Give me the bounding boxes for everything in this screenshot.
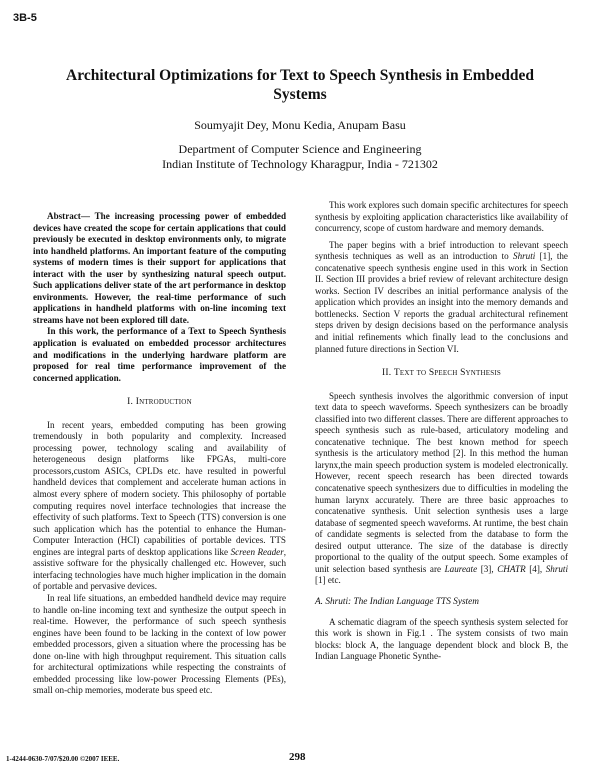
- text-run: , assistive software for the physically challenged etc. However, such interfacing technologies have much higher implication in the domain of portable and pervasive devices.: [33, 546, 287, 592]
- italic-term: Shruti: [513, 251, 536, 262]
- citation: [3],: [477, 563, 498, 574]
- subsection-heading-shruti: A. Shruti: The Indian Language TTS System: [315, 596, 479, 607]
- italic-term: Screen Reader: [230, 546, 284, 557]
- italic-term: Shruti: [545, 563, 568, 574]
- section-number: II.: [381, 368, 392, 379]
- tts-paragraph-2: A schematic diagram of the speech synthesis system selected for this work is shown in Fig.1 . The system consists of two main blocks: block A, the language dependent block and block B, the Indian Language Phonetic Synthe-: [315, 616, 568, 662]
- tts-paragraph-1: [315, 391, 568, 587]
- italic-term: Laureate: [444, 563, 478, 574]
- italic-term: CHATR: [497, 563, 526, 574]
- section-title: Text to Speech Synthesis: [393, 368, 501, 379]
- text-run: [1], the concatenative speech synthesis engine used in this work in Section II. Section III provides a brief review of relevant architecture design works. Section IV describes an initial performance analysis of the application which provides an insight into the memory demands and bottlenecks. Section V reports the gradual architectural refinement steps driven by design decisions based on the performance analysis and initial refinements which finally lead to the conclusions and planned future directions in Section VI.: [315, 251, 568, 354]
- authors: Soumyajit Dey, Monu Kedia, Anupam Basu: [194, 118, 406, 132]
- session-tag: 3B-5: [13, 12, 37, 24]
- left-column: [33, 211, 286, 697]
- citation: [1] etc.: [315, 575, 341, 586]
- section-title: Introduction: [135, 397, 192, 408]
- abstract-paragraph-2: In this work, the performance of a Text to Speech Synthesis application is evaluated on embedded processor architectures and modifications in the underlying hardware platform are proposed for real time performance improvement of the concerned application.: [33, 326, 286, 383]
- intro-paragraph-3: This work explores such domain specific architectures for speech synthesis by exploiting application characteristics like availability of concurrency, scope of custom hardware and memory demands.: [315, 200, 568, 234]
- section-heading-introduction: [33, 397, 286, 409]
- abstract: [33, 211, 286, 384]
- page-number: 298: [289, 751, 306, 763]
- right-column: [315, 200, 568, 663]
- paper-title: Architectural Optimizations for Text to Speech Synthesis in Embedded Systems: [66, 67, 534, 103]
- abstract-paragraph-1: Abstract— The increasing processing power of embedded devices have created the scope for certain applications that could previously be executed in desktop environments only, to migrate into handheld platforms. An important feature of the computing systems of modern times is their support for applications that interact with the user by synthesizing natural speech output. Such applications deliver state of the art performance in desktop environments. However, the real-time performance of such applications in handheld platforms with on-line incoming text streams have not been explored till date.: [33, 211, 286, 325]
- section-heading-tts: [315, 368, 568, 380]
- copyright-line: 1-4244-0630-7/07/$20.00 ©2007 IEEE.: [6, 755, 120, 763]
- intro-paragraph-2: In real life situations, an embedded handheld device may require to handle on-line incoming text and synthesize the output speech in real-time. However, the performance of such speech synthesis engines have been found to be lacking in the context of low power embedded processors, given a situation where the processing has be done on-line with high throughput requirement. This situation calls for architectural optimizations while respecting the constraints of embedded processing like low-power Processing Elements (PEs), small on-chip memories, moderate bus speed etc.: [33, 592, 286, 696]
- institute: Indian Institute of Technology Kharagpur, India - 721302: [162, 157, 438, 171]
- text-run: Speech synthesis involves the algorithmic conversion of input text data to speech waveforms. Speech synthesizers can be broadly classified into two different classes. There are different approaches to speech synthesis such as rule-based, articulatory modeling and concatenative technique. The best known method for speech synthesis is the articulatory method [2]. In this method the human larynx,the main speech production system is modeled electronically. However, recent speech research has been directed towards concatenative speech synthesizers due to difficulties in modeling the human larynx accurately. There are three basic approaches to concatenative synthesis. Unit selection synthesis uses a large database of segmented speech waveforms. At runtime, the best chain of candidate segments is selected from the database to form the desired output utterance. The size of the database is directly proportional to the quality of the output speech. Some examples of unit selection based synthesis are: [315, 390, 568, 574]
- text-run: In recent years, embedded computing has been growing tremendously in both popularity and complexity. Increased processing power, technology scaling and availability of heterogeneous design platforms like FPGAs, multi-core processors,custom ASICs, CPLDs etc. have resulted in powerful handheld devices that complement and accelerate human actions in almost every sphere of modern society. This philosophy of portable computing requires novel interface technologies that increase the effectivity of such platforms. Text to Speech (TTS) conversion is one such application which has the potential to enhance the Human-Computer Interaction (HCI) capabilities of portable devices. TTS engines are integral parts of desktop applications like: [33, 419, 286, 557]
- text-run: The paper begins with a brief introduction to relevant speech synthesis techniques as well as an introduction to: [315, 239, 568, 262]
- citation: [4],: [525, 563, 546, 574]
- department: Department of Computer Science and Engineering: [178, 142, 422, 156]
- affiliation: [40, 142, 560, 172]
- intro-paragraph-1: [33, 420, 286, 593]
- intro-paragraph-4: [315, 240, 568, 355]
- section-number: I.: [127, 397, 134, 408]
